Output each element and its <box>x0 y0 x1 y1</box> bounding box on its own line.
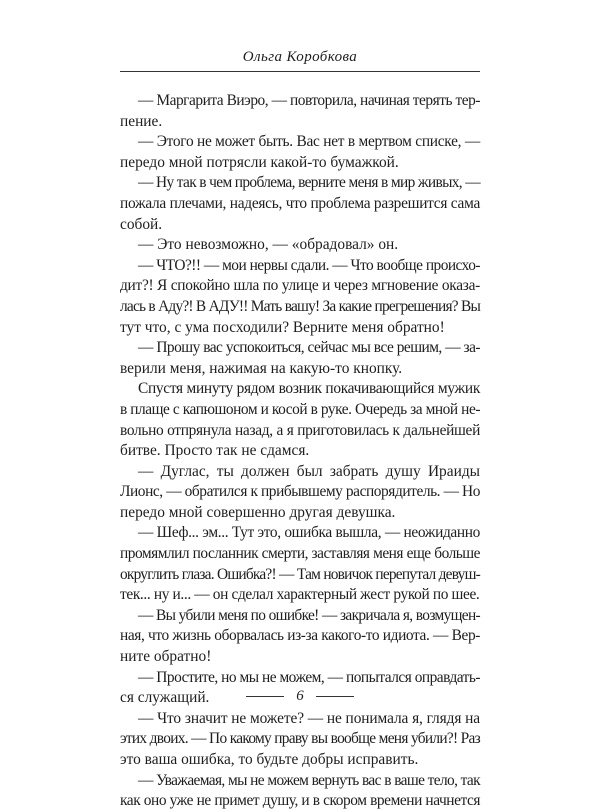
text-line: это ваша ошибка, то будьте добры исправить. <box>120 751 419 768</box>
text-line: дит?! Я спокойно шла по улице и через мгновение оказа- <box>120 277 480 295</box>
text-line: промямлил посланник смерти, заставляя меня еще больше <box>120 545 480 563</box>
text-line: лась в Аду?! В АДУ!! Мать вашу! За какие прегрешения? Вы <box>120 297 480 315</box>
text-line: округлить глаза. Ошибка?! — Там новичок перепутал девуш- <box>120 565 480 583</box>
text-line: — Простите, но мы не можем, — попытался оправдать- <box>138 668 480 686</box>
text-line: — Это невозможно, — «обрадовал» он. <box>138 236 399 254</box>
text-line: Спустя минуту рядом возник покачивающийся мужик <box>138 380 480 398</box>
text-line: — Что значит не можете? — не понимала я, глядя на <box>138 709 480 727</box>
text-line: — Этого не может быть. Вас нет в мертвом списке, — <box>138 133 480 151</box>
text-line: Лионс, — обратился к прибывшему распорядитель. — Но <box>120 483 480 501</box>
text-line: — Уважаемая, мы не можем вернуть вас в ваше тело, так <box>138 771 480 789</box>
text-line: пожала плечами, надеясь, что проблема разрешится сама <box>120 194 480 212</box>
text-line: — Прошу вас успокоиться, сейчас мы все решим, — за- <box>138 339 480 357</box>
text-line: — Вы убили меня по ошибке! — закричала я, возмущен- <box>138 606 480 624</box>
footer-rule-right <box>316 696 354 697</box>
text-line: тут что, с ума посходили? Верните меня обратно! <box>120 318 445 336</box>
text-line: — ЧТО?!! — мои нервы сдали. — Что вообще происхо- <box>138 256 480 274</box>
page-number: 6 <box>296 688 304 704</box>
text-line: передо мной совершенно другая девушка. <box>120 503 396 521</box>
header-rule <box>120 71 480 72</box>
text-line: ните обратно! <box>120 648 212 666</box>
footer-rule-left <box>246 696 284 697</box>
text-line: ся служащий. <box>120 689 210 707</box>
text-line: — Шеф... эм... Тут это, ошибка вышла, — неожиданно <box>138 524 480 542</box>
text-line: этих двоих. — По какому праву вы вообще меня убили?! Раз <box>120 730 480 748</box>
text-line: тек... ну и... — он сделал характерный жест рукой по шее. <box>120 586 480 604</box>
page-footer <box>120 686 480 706</box>
text-line: в плаще с капюшоном и косой в руке. Очередь за мной не- <box>120 400 480 418</box>
running-head-author: Ольга Коробкова <box>242 49 358 65</box>
text-line: передо мной потрясли какой-то бумажкой. <box>120 153 399 171</box>
text-line: верили меня, нажимая на какую-то кнопку. <box>120 359 403 377</box>
text-line: — Маргарита Виэро, — повторила, начиная терять тер- <box>138 92 480 109</box>
text-line: собой. <box>120 215 163 233</box>
text-line: пение. <box>120 112 163 130</box>
text-line: — Ну так в чем проблема, верните меня в мир живых, — <box>138 174 480 192</box>
text-line: вольно отпрянула назад, а я приготовилась к дальнейшей <box>120 421 480 439</box>
text-line: ная, что жизнь оборвалась из-за какого-то идиота. — Вер- <box>120 627 480 645</box>
text-line: битве. Просто так не сдамся. <box>120 442 310 460</box>
text-line: как оно уже не примет душу, и в скором времени начнется <box>120 792 480 810</box>
text-line: — Дуглас, ты должен был забрать душу Ираиды <box>138 462 480 480</box>
